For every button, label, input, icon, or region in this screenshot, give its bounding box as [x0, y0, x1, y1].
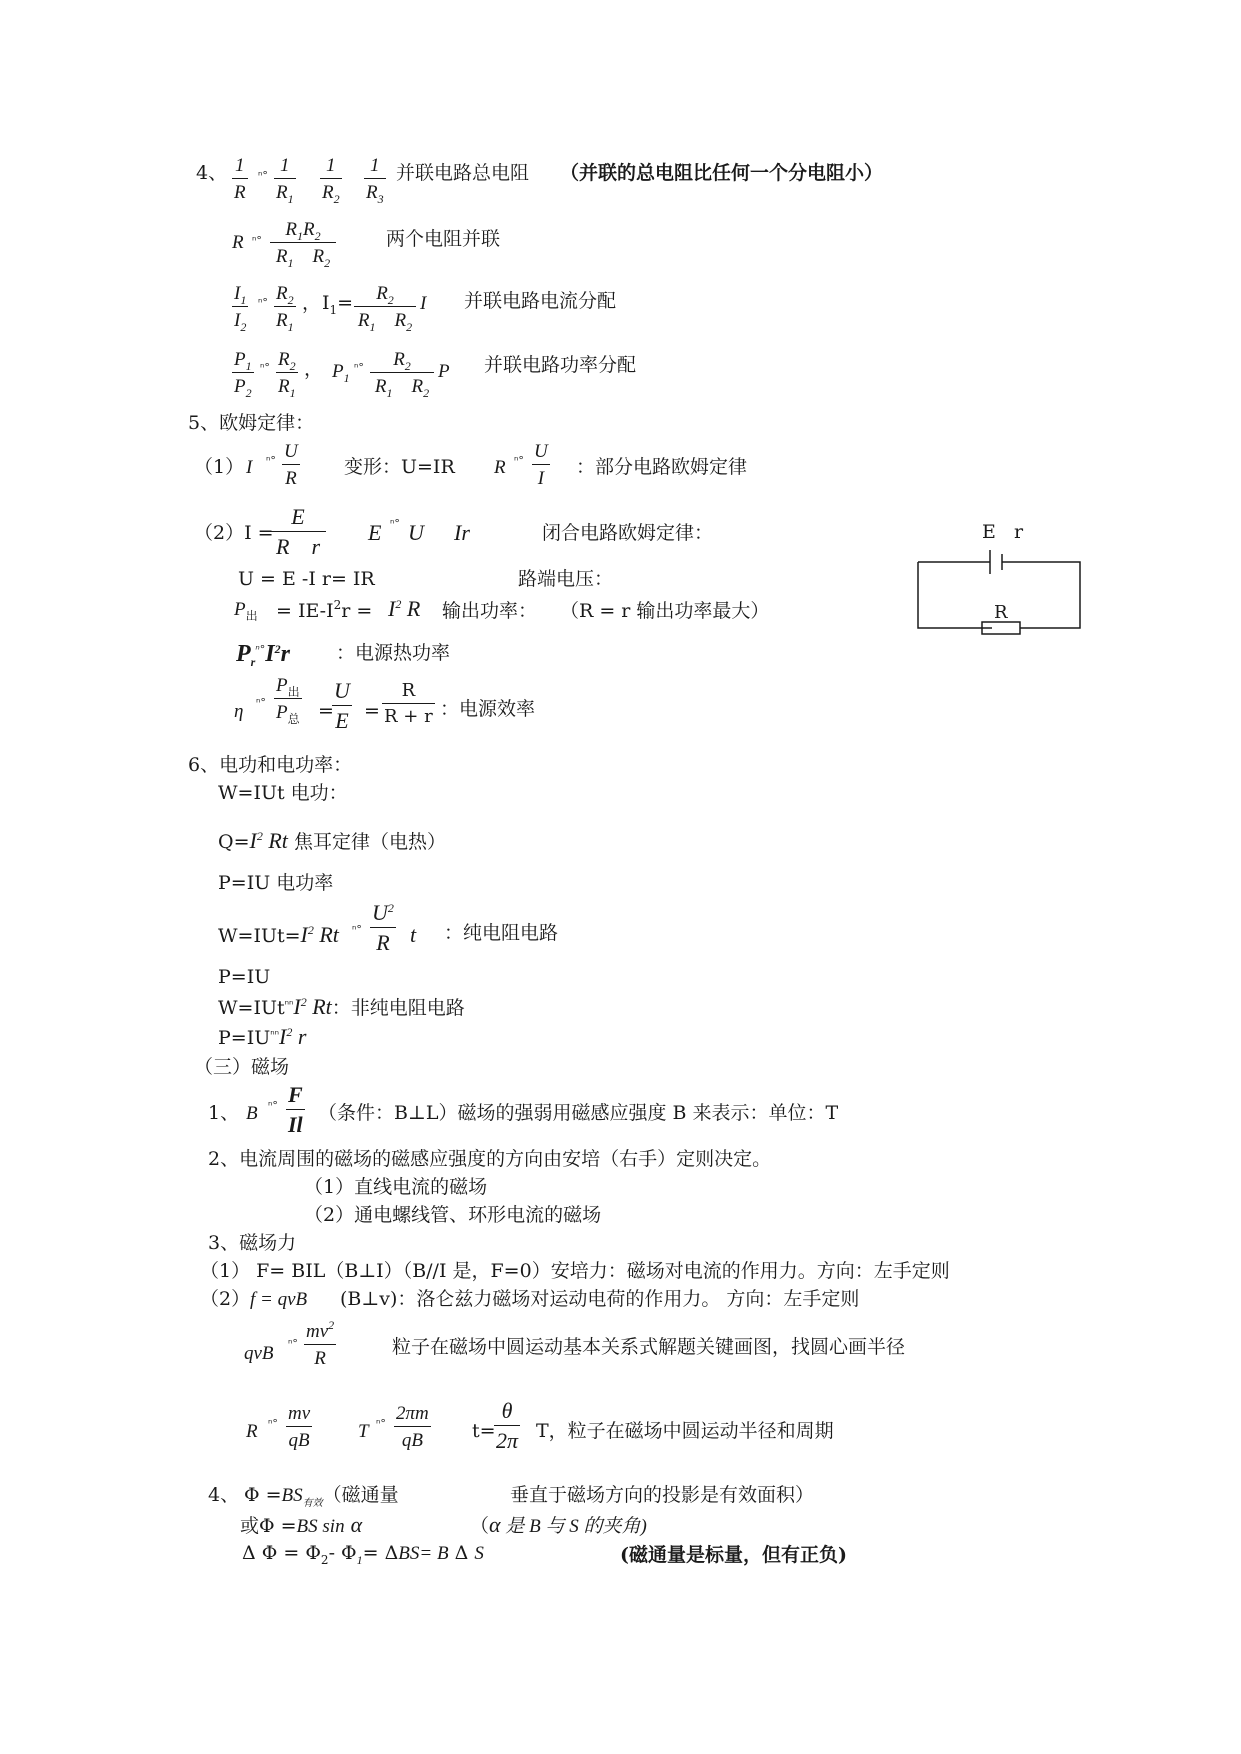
P-symbol: P: [438, 361, 450, 382]
fraction-U-over-I: U I: [534, 441, 548, 489]
efficiency-label: ：电源效率: [440, 698, 536, 720]
ohm-1-number: （1）: [194, 456, 245, 478]
R-symbol: R: [232, 232, 244, 253]
eta-symbol: η: [234, 701, 244, 722]
solenoid-line: （2）通电螺线管、环形电流的磁场: [304, 1204, 602, 1226]
t-equals: t=: [472, 1420, 496, 1442]
P-out-symbol: $P_出$: [234, 599, 258, 623]
comma: ，: [304, 358, 324, 380]
qvB-symbol: qvB: [244, 1343, 274, 1364]
equal-sign-glyph: ⁿ°: [390, 517, 400, 530]
joule-law-line: $Q=I^2$ Rt 焦耳定律（电热）: [218, 828, 446, 853]
fraction-mv2-over-R: $mv^2$ R: [306, 1318, 335, 1369]
fraction-1-over-R2: 1 $R_2$: [322, 155, 340, 206]
parallel-total-resistance-label: 并联电路总电阻: [396, 162, 530, 184]
fraction-U2-over-R: $U^2$ R: [372, 900, 394, 955]
parallel-resistance-note: （并联的总电阻比任何一个分电阻小）: [560, 162, 884, 184]
equal-sign-glyph: ⁿ°: [260, 361, 270, 374]
flux-note: 垂直于磁场方向的投影是有效面积）: [510, 1484, 815, 1506]
scalar-note: (磁通量是标量，但有正负): [620, 1544, 847, 1566]
I1-equals: $I_1=$: [322, 292, 354, 317]
fraction-F-over-Il: F Il: [288, 1082, 303, 1137]
B-symbol: B: [246, 1103, 258, 1124]
current-division-label: 并联电路电流分配: [464, 290, 617, 312]
nonpure-work-line: $W=IUt^{^{nn}}I^2$ Rt：非纯电阻电路: [218, 994, 465, 1019]
heat-power-label: ：电源热功率: [336, 642, 451, 664]
P1-symbol: $P_1$: [332, 361, 350, 385]
B-number: 1、: [208, 1102, 240, 1124]
sec6-title: 6、电功和电功率：: [188, 754, 353, 776]
electric-power-line: P=IU 电功率: [218, 872, 334, 894]
fraction-R2-over-R1-power: $R_2$ $R_1$: [278, 349, 296, 400]
lorentz-equation: f = qvB: [250, 1289, 308, 1310]
fraction-2pim-over-qB: 2πm qB: [396, 1403, 429, 1451]
circuit-label-R: R: [994, 602, 1008, 623]
equal-sign-glyph: ⁿ°: [252, 234, 262, 247]
fraction-R2-over-sum-power: $R_2$ $R_1$ $R_2$: [370, 350, 434, 396]
partial-ohm-label: ：部分电路欧姆定律: [576, 456, 748, 478]
R-symbol: R: [246, 1421, 258, 1442]
ampere-force-line: （1） F= BIL（B⊥I）（B//I 是，F=0）安培力：磁场对电流的作用力。方向：左手定则: [200, 1260, 950, 1282]
output-power-label: 输出功率：: [442, 600, 538, 622]
circuit-diagram: [910, 514, 1086, 642]
equal-sign-glyph: ⁿ°: [268, 1417, 278, 1430]
fraction-R1R2-over-sum: $R_1R_2$ $R_1$ $R_2$: [270, 220, 336, 266]
I-symbol: I: [420, 293, 427, 314]
I2R-expression: $I^2$ R: [388, 596, 421, 621]
circuit-wire: [1010, 562, 1080, 628]
equal-sign-glyph: ⁿ°: [352, 923, 362, 936]
deform-label: 变形：U=IR: [344, 456, 455, 478]
magnetic-force-title: 3、磁场力: [208, 1232, 297, 1254]
magnetism-title: （三）磁场: [194, 1056, 290, 1078]
circuit-wire: [918, 562, 992, 628]
E-symbol: E: [368, 520, 382, 545]
equal-sign-glyph: ⁿ°: [258, 169, 268, 182]
lorentz-number: （2）: [200, 1288, 251, 1310]
t-symbol: t: [410, 922, 417, 947]
circuit-label-E: E: [982, 521, 996, 543]
terminal-voltage-equation: U = E -I r= IR: [238, 568, 375, 590]
ohm-2-number: （2）I =: [194, 522, 274, 544]
equal-sign-glyph: ⁿ°: [288, 1337, 298, 1350]
fraction-I1-over-I2: $I_1$ $I_2$: [234, 283, 247, 334]
power-IU-line: P=IU: [218, 966, 271, 988]
fraction-U-over-R: U R: [284, 441, 298, 489]
fraction-Pout-over-Ptotal: $P_出$ $P_总$: [276, 675, 300, 726]
equals: =: [364, 700, 380, 722]
fraction-1-over-R: 1 R: [234, 155, 246, 203]
circuit-label-r: r: [1014, 521, 1024, 543]
comma: ，: [302, 292, 322, 314]
pure-resistance-line: $W=IUt=I^2$ Rt: [218, 922, 339, 947]
fraction-P1-over-P2: $P_1$ $P_2$: [234, 349, 252, 400]
lorentz-text: (B⊥v)：洛仑兹力磁场对运动电荷的作用力。 方向：左手定则: [340, 1288, 860, 1310]
period-text: T，粒子在磁场中圆运动半径和周期: [536, 1420, 834, 1442]
straight-current-line: （1）直线电流的磁场: [304, 1176, 488, 1198]
fraction-theta-over-2pi: θ 2π: [496, 1398, 519, 1453]
fraction-1-over-R3: 1 $R_3$: [366, 155, 384, 206]
Ir-symbol: Ir: [454, 520, 470, 545]
alpha-note: （α 是 B 与 S 的夹角): [470, 1512, 647, 1537]
fraction-R-over-Rr: R R + r: [384, 680, 433, 727]
output-power-note: （R = r 输出功率最大）: [560, 600, 770, 622]
terminal-voltage-label: 路端电压：: [518, 568, 614, 590]
equal-sign-glyph: ⁿ°: [258, 296, 268, 309]
fraction-R2-over-sum: $R_2$ $R_1$ $R_2$: [354, 284, 416, 330]
closed-circuit-label: 闭合电路欧姆定律：: [542, 522, 714, 544]
equal-sign-glyph: ⁿ°: [376, 1417, 386, 1430]
equal-sign-glyph: ⁿ°: [268, 1099, 278, 1112]
nonpure-power-line: $P=IU^{^{nn}}I^2$ r: [218, 1024, 307, 1049]
flux-change-equation: Δ $\Phi = \Phi_2-$ $\Phi_1= \Delta BS= B$ Δ S: [242, 1542, 484, 1567]
R-symbol: R: [494, 457, 506, 478]
fraction-1-over-R1: 1 $R_1$: [276, 155, 294, 206]
electric-work-line: W=IUt 电功：: [218, 782, 348, 804]
equals: =: [318, 700, 334, 722]
sec5-title: 5、欧姆定律：: [188, 412, 315, 434]
Pr-I2r-expression: $P_r^{^n^\circ}I^2r$: [236, 641, 290, 669]
circular-motion-text: 粒子在磁场中圆运动基本关系式解题关键画图，找圆心画半径: [392, 1336, 906, 1358]
equal-sign-glyph: ⁿ°: [354, 361, 364, 374]
output-power-equation: = $IE-I^2r$ =: [276, 598, 373, 622]
ampere-rule-line: 2、电流周围的磁场的磁感应强度的方向由安培（右手）定则决定。: [208, 1148, 772, 1170]
U-symbol: U: [408, 520, 424, 545]
power-division-label: 并联电路功率分配: [484, 354, 637, 376]
pure-resistance-label: ：纯电阻电路: [444, 922, 559, 944]
equal-sign-glyph: ⁿ°: [514, 454, 524, 467]
fraction-E-over-R-plus-r: E R r: [270, 506, 326, 558]
equal-sign-glyph: ⁿ°: [266, 454, 276, 467]
sec4-number: 4、: [196, 162, 228, 184]
T-symbol: T: [358, 1421, 369, 1442]
two-parallel-label: 两个电阻并联: [386, 228, 501, 250]
fraction-U-over-E: U E: [334, 678, 350, 733]
I-symbol: I: [246, 457, 253, 478]
B-definition-text: （条件：B⊥L）磁场的强弱用磁感应强度 B 来表示：单位：T: [318, 1102, 839, 1124]
flux-sin-equation: 或Φ =BS sin α: [240, 1512, 363, 1537]
fraction-R2-over-R1: $R_2$ $R_1$: [276, 283, 294, 334]
equal-sign-glyph: ⁿ°: [256, 696, 266, 709]
fraction-mv-over-qB: mv qB: [288, 1403, 311, 1451]
flux-equation: $\Phi =BS_{有效}$（磁通量: [244, 1484, 399, 1509]
flux-number: 4、: [208, 1484, 240, 1506]
